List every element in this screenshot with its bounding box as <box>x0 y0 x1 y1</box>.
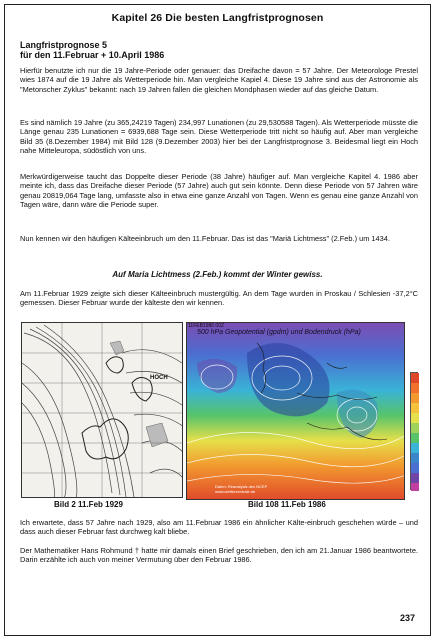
paragraph-4: Nun kennen wir den häufigen Kälteeinbruch um den 11.Februar. Das ist das "Mariä Lichtmess" (2.Feb.) um 1434. <box>20 234 390 243</box>
paragraph-2: Es sind nämlich 19 Jahre (zu 365,24219 Tagen) 234,997 Lunationen (zu 29,530588 Tagen). Als Wetterperiode müsste die Länge genau 235 Lunationen = 6939,688 Tage sein. Diese Wetterperiode tritt nicht so häufig auf. Aber man vergleiche Bild 35 (8.Dezember 1984) mit Bild 128 (9.Dezember 2003) hier bei der Langfristprognose 3. Beidesmal liegt ein Hoch nahe Mitteleuropa, südöstlich von uns. <box>20 118 418 156</box>
color-scale-bar <box>411 373 419 491</box>
caption-bild-108: Bild 108 11.Feb 1986 <box>248 500 326 509</box>
weather-map-1929 <box>21 322 183 498</box>
paragraph-3: Merkwürdigerweise taucht das Doppelte dieser Periode (38 Jahre) häufiger auf. Man vergleiche Kapitel 4. 1986 aber meinte ich, dass das Dreifache dieser Periode (57 Jahre) auch gut sein könnte. Denn diese Periode von 57 Jahren wäre genau 20819,064 Tage lang, umfasste also in etwa eine ganze Anzahl von Tagen. Wenn es genau eine ganze Anzahl von Tagen wäre, dann wäre die Periode super. <box>20 172 418 210</box>
page-frame <box>4 4 431 636</box>
map-1986-header: 11FEB1986 00Z <box>188 323 225 329</box>
hoch-label: HOCH <box>150 375 168 381</box>
color-scale-legend <box>410 372 418 490</box>
paragraph-7: Der Mathematiker Hans Rohmund † hatte mir damals einen Brief geschrieben, den ich am 21.Januar 1986 beantwortete. Darin erzählte ich auch von meiner Vermutung über den Februar 1986. <box>20 546 418 565</box>
subtitle-line-1: Langfristprognose 5 <box>20 40 108 50</box>
weather-map-1929-drawing <box>22 323 183 498</box>
map-1986-credit: Daten: Reanalysis des NCEP www.wetterzentrale.de <box>215 484 268 494</box>
map-1986-title: 500 hPa Geopotential (gpdm) und Bodendruck (hPa) <box>197 329 361 336</box>
paragraph-1: Hierfür benutzte ich nur die 19 Jahre-Periode oder genauer: das Dreifache davon = 57 Jahre. Der Meteorologe Prestel wies 1874 auf die 19 Jahre als Wetterperiode hin. Man vergleiche Kapiel 4. Diese 19 Jahre sind aus der Astronomie als "Metonscher Zyklus" bekannt: nach 19 Jahren fallen die gleichen Mondphasen wieder auf das gleiche Datum. <box>20 66 418 94</box>
paragraph-5: Am 11.Februar 1929 zeigte sich dieser Kälteeinbruch mustergültig. An dem Tage wurden in Proskau / Schlesien -37,2°C gemessen. Dieser Februar wurde der kälteste den wir kennen. <box>20 289 418 308</box>
chapter-title: Kapitel 26 Die besten Langfristprognosen <box>111 12 324 24</box>
weather-map-1986-drawing <box>187 323 405 500</box>
weather-map-1986 <box>186 322 405 500</box>
proverb-quote: Auf Maria Lichtmess (2.Feb.) kommt der Winter gewiss. <box>112 270 323 279</box>
paragraph-6: Ich erwartete, dass 57 Jahre nach 1929, also am 11.Februar 1986 ein ähnlicher Kälte-einbruch geschehen würde – und dass auch dieser Februar fast durchweg kalt bliebe. <box>20 518 418 537</box>
caption-bild-2: Bild 2 11.Feb 1929 <box>54 500 123 509</box>
prognosis-subtitle <box>20 40 164 60</box>
page-number: 237 <box>399 613 415 623</box>
subtitle-line-2: für den 11.Februar + 10.April 1986 <box>20 50 165 60</box>
